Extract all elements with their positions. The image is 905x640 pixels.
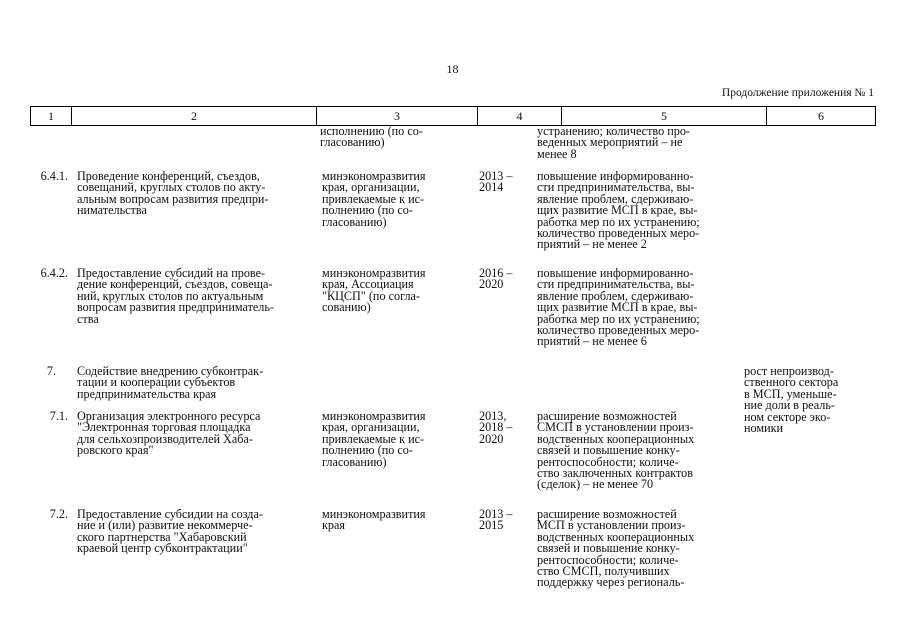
row-result: расширение возможностей МСП в установлении произ- водственных кооперационных связей и повышение конку- рентоспособности; количе- ство СМСП, получивших поддержку через региональ- — [537, 507, 695, 590]
row-activity: Предоставление субсидии на созда- ние и (или) развитие некоммерче- ского партнерства "Хабаровский краевой центр субконтрактации" — [77, 507, 263, 556]
row-number: 6.4.1. — [40, 169, 68, 183]
column-header: 4 — [478, 107, 562, 126]
row-activity: Проведение конференций, съездов, совещаний, круглых столов по акту- альным вопросам развития предпри- нимательства — [77, 169, 269, 218]
continued-result: устранению; количество про- веденных мероприятий – не менее 8 — [537, 124, 690, 161]
row-activity: Организация электронного ресурса "Электронная торговая площадка для сельхозпроизводителей Хаба- ровского края" — [77, 409, 261, 458]
row-result: повышение информированно- сти предпринимательства, вы- явление проблем, сдерживаю- щих развитие МСП в крае, вы- работка мер по их устранению; количество проведенных меро- приятий – не менее 2 — [537, 169, 700, 252]
row-period: 2013 – 2014 — [479, 169, 513, 195]
row-number: 7. — [46, 364, 56, 378]
row-result: расширение возможностей СМСП в установлении произ- водственных кооперационных связей и повышение конку- рентоспособности; количе- ство заключенных контрактов (сделок) – не менее 70 — [537, 409, 695, 492]
row-executor: минэкономразвития края, Ассоциация "КЦСП" (по согла- сованию) — [322, 266, 426, 315]
row-period: 2016 – 2020 — [479, 266, 513, 292]
row-number: 6.4.2. — [40, 266, 68, 280]
column-header: 1 — [31, 107, 72, 126]
column-header: 5 — [562, 107, 767, 126]
column-header-row — [30, 106, 876, 126]
column-header: 3 — [317, 107, 478, 126]
row-effect: рост непроизвод- ственного сектора в МСП, уменьше- ние доли в реаль- ном секторе эко- номики — [744, 364, 839, 436]
row-executor: минэкономразвития края — [322, 507, 426, 533]
continued-executor: исполнению (по со- гласованию) — [320, 124, 423, 150]
column-header: 6 — [767, 107, 876, 126]
row-result: повышение информированно- сти предпринимательства, вы- явление проблем, сдерживаю- щих развитие МСП в крае, вы- работка мер по их устранению; количество проведенных меро- приятий – не менее 6 — [537, 266, 700, 349]
row-executor: минэкономразвития края, организации, привлекаемые к ис- полнению (по со- гласованию) — [322, 169, 426, 229]
row-period: 2013 – 2015 — [479, 507, 513, 533]
row-number: 7.1. — [49, 409, 68, 423]
row-activity: Предоставление субсидий на прове- дение конференций, съездов, совеща- ний, круглых столов по актуальным вопросам развития предприниматель- ства — [77, 266, 275, 326]
page-number: 18 — [446, 62, 459, 76]
continuation-caption: Продолжение приложения № 1 — [721, 87, 874, 99]
row-executor: минэкономразвития края, организации, привлекаемые к ис- полнению (по со- гласованию) — [322, 409, 426, 469]
column-header: 2 — [72, 107, 317, 126]
row-period: 2013, 2018 – 2020 — [479, 409, 513, 446]
row-activity: Содействие внедрению субконтрак- тации и кооперации субъектов предпринимательства края — [77, 364, 264, 401]
row-number: 7.2. — [49, 507, 68, 521]
